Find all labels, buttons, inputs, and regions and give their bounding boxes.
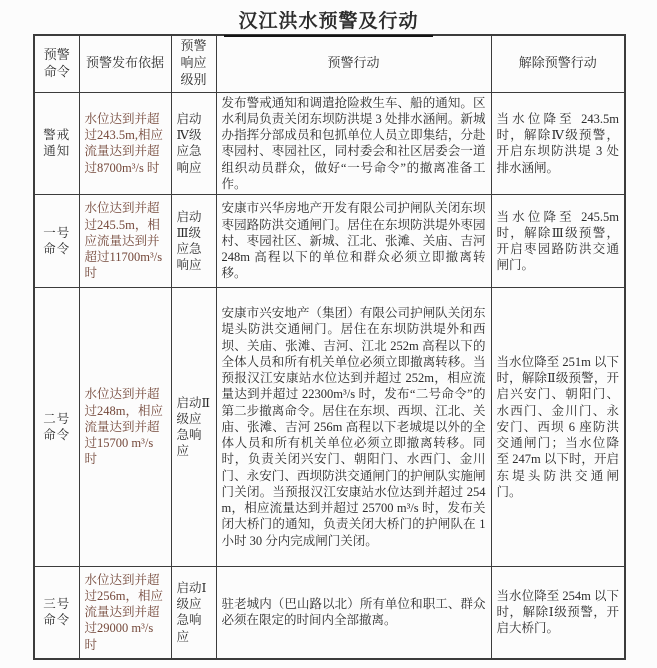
cell-action: 安康市兴华房地产开发有限公司护闸队关闭东坝枣园路防洪交通闸门。居住在东坝防洪堤外枣园村、枣园社区、新城、江北、张滩、关庙、吉河 248m 高程以下的单位和群众必须立即撤离转移。 [216, 195, 491, 288]
col-header-lift: 解除预警行动 [491, 35, 625, 92]
col-header-level: 预警响应级别 [171, 35, 216, 92]
cell-level: 启动Ⅰ级应急响应 [171, 567, 216, 659]
cell-basis: 水位达到并超过256m，相应流量达到并超过29000 m³/s 时 [79, 567, 171, 659]
cell-level: 启动Ⅱ级应急响应 [171, 288, 216, 567]
cell-lift: 当水位降至 243.5m 时，解除Ⅳ级预警，开启东坝防洪堤 3 处排水涵闸。 [491, 92, 625, 195]
cell-command: 警戒通知 [34, 92, 79, 195]
table-row-command-2 [34, 288, 625, 567]
cell-basis: 水位达到并超过245.5m，相应流量达到并超过11700m³/s 时 [79, 195, 171, 288]
cell-basis: 水位达到并超过243.5m,相应流量达到并超过8700m³/s 时 [79, 92, 171, 195]
cell-lift: 当水位降至 245.5m 时，解除Ⅲ级预警，开启枣园路防洪交通闸门。 [491, 195, 625, 288]
col-header-action: 预警行动 [216, 35, 491, 92]
col-header-basis: 预警发布依据 [79, 35, 171, 92]
cell-command: 二号命令 [34, 288, 79, 567]
table-row-command-1 [34, 195, 625, 288]
col-header-command: 预警命令 [34, 35, 79, 92]
flood-warning-table [33, 34, 626, 660]
table-row-alert-notice [34, 92, 625, 195]
cell-lift: 当水位降至 251m 以下时，解除Ⅱ级预警，开启兴安门、朝阳门、水西门、金川门、永安门、西坝 6 座防洪交通闸门；当水位降至 247m 以下时，开启东堤头防洪交通闸门。 [491, 288, 625, 567]
cell-action: 发布警戒通知和调遣抢险救生车、船的通知。区水利局负责关闭东坝防洪堤 3 处排水涵闸。新城办指挥分部成员和包抓单位人员立即集结，分赴枣园村、枣园社区，同村委会和社区居委会一道组织动员群众，做好“一号命令”的撤离准备工作。 [216, 92, 491, 195]
cell-level: 启动Ⅳ级应急响应 [171, 92, 216, 195]
page-title: 汉江洪水预警及行动 [224, 6, 432, 37]
title-area [0, 0, 657, 34]
cell-command: 一号命令 [34, 195, 79, 288]
cell-basis: 水位达到并超过248m，相应流量达到并超过15700 m³/s 时 [79, 288, 171, 567]
cell-action: 安康市兴安地产（集团）有限公司护闸队关闭东堤头防洪交通闸门。居住在东坝防洪堤外和西坝、关庙、张滩、吉河、江北 252m 高程以下的全体人员和所有机关单位必须立即撤离转移。当预报汉江安康站水位达到并超过 252m，相应流量达到并超过 22300m³/s 时，发布“二号命令”的第二步撤离命令。居住在东坝、西坝、江北、关庙、张滩、吉河 256m 高程以下老城堤以外的全体人员和所有机关单位必须立即撤离转移。同时，负责关闭兴安门、朝阳门、水西门、金川门、永安门、西坝防洪交通闸门的护闸队实施闸门关闭。当预报汉江安康站水位达到并超过 254m，相应流量达到并超过 25700 m³/s 时，发布关闭大桥门的通知，负责关闭大桥门的护闸队在 1 小时 30 分内完成闸门关闭。 [216, 288, 491, 567]
header-row [34, 35, 625, 92]
cell-lift: 当水位降至 254m 以下时，解除Ⅰ级预警，开启大桥门。 [491, 567, 625, 659]
cell-command: 三号命令 [34, 567, 79, 659]
cell-action: 驻老城内（巴山路以北）所有单位和职工、群众必须在限定的时间内全部撤离。 [216, 567, 491, 659]
table-row-command-3 [34, 567, 625, 659]
cell-level: 启动Ⅲ级应急响应 [171, 195, 216, 288]
